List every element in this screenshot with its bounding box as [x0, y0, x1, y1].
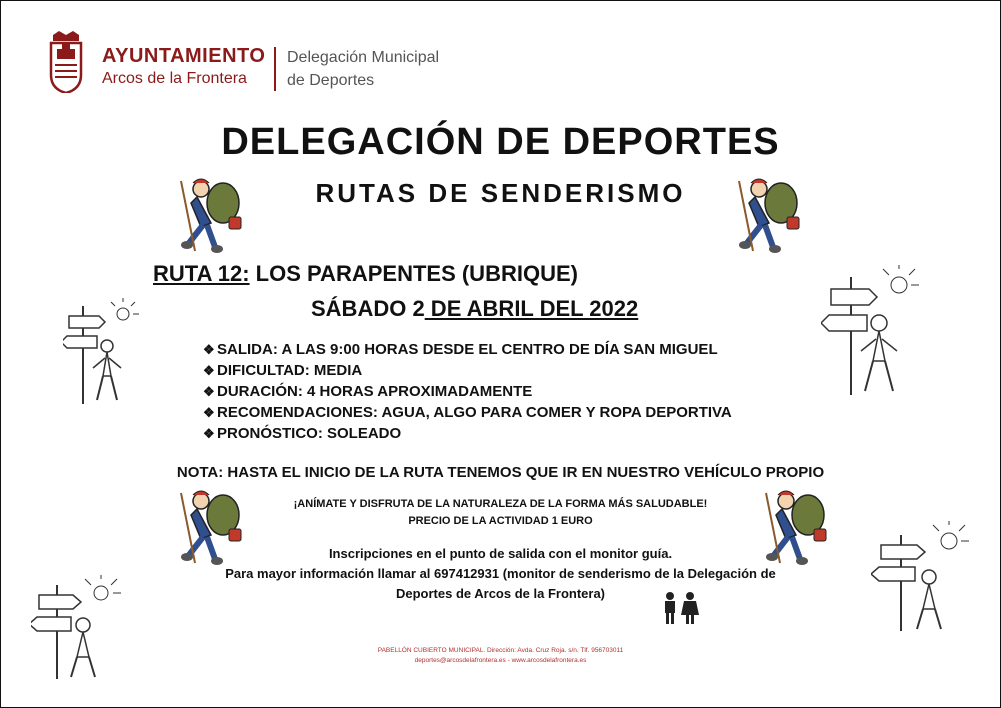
dept-name-line1: Delegación Municipal: [287, 49, 440, 66]
org-town: Arcos de la Frontera: [102, 70, 247, 87]
transport-note: NOTA: HASTA EL INICIO DE LA RUTA TENEMOS QUE IR EN NUESTRO VEHÍCULO PROPIO: [176, 464, 825, 481]
logo-divider: [274, 47, 276, 91]
footer-address: PABELLÓN CUBIERTO MUNICIPAL. Dirección: Avda. Cruz Roja. s/n. Tlf. 956703011: [377, 647, 624, 654]
diamond-bullet-icon: ❖: [203, 405, 215, 420]
dept-name-line2: de Deportes: [287, 72, 375, 89]
diamond-bullet-icon: ❖: [203, 363, 215, 378]
list-item: ❖ RECOMENDACIONES: AGUA, ALGO PARA COMER Y ROPA DEPORTIVA: [203, 404, 732, 421]
contact-info-line2: Deportes de Arcos de la Frontera): [395, 586, 605, 601]
hiker-with-backpack-icon: [729, 173, 807, 253]
diamond-bullet-icon: ❖: [203, 426, 215, 441]
org-name: AYUNTAMIENTO: [102, 45, 266, 67]
inscriptions-text: Inscripciones en el punto de salida con el monitor guía.: [328, 546, 673, 561]
diamond-bullet-icon: ❖: [203, 384, 215, 399]
signpost-walker-icon: [821, 263, 921, 398]
route-name: LOS PARAPENTES (UBRIQUE): [249, 261, 578, 286]
hiker-with-backpack-icon: [171, 173, 249, 253]
route-date-prefix: SÁBADO 2: [311, 296, 425, 321]
route-details-list: [203, 339, 732, 444]
route-heading: [153, 261, 578, 287]
diamond-bullet-icon: ❖: [203, 342, 215, 357]
route-date-rest: DE ABRIL DEL 2022: [424, 296, 639, 321]
list-item: ❖ DURACIÓN: 4 HORAS APROXIMADAMENTE: [203, 383, 533, 400]
municipal-crest-icon: [49, 31, 83, 93]
page-subtitle: RUTAS DE SENDERISMO: [315, 178, 686, 208]
page-title: DELEGACIÓN DE DEPORTES: [221, 121, 780, 163]
route-label: RUTA 12:: [153, 261, 250, 286]
signpost-walker-icon: [63, 296, 143, 406]
list-item: ❖ DIFICULTAD: MEDIA: [203, 362, 363, 379]
route-date: [311, 296, 638, 322]
footer-contact: deportes@arcosdelafrontera.es - www.arcosdelafrontera.es: [414, 657, 587, 664]
activity-price: PRECIO DE LA ACTIVIDAD 1 EURO: [408, 515, 593, 527]
list-item: ❖ SALIDA: A LAS 9:00 HORAS DESDE EL CENTRO DE DÍA SAN MIGUEL: [203, 341, 718, 358]
contact-info-line1: Para mayor información llamar al 697412931 (monitor de senderismo de la Delegación de: [225, 566, 776, 581]
children-icon: [659, 591, 701, 625]
list-item: ❖ PRONÓSTICO: SOLEADO: [203, 425, 402, 442]
encouragement-text: ¡ANÍMATE Y DISFRUTA DE LA NATURALEZA DE LA FORMA MÁS SALUDABLE!: [293, 498, 708, 510]
